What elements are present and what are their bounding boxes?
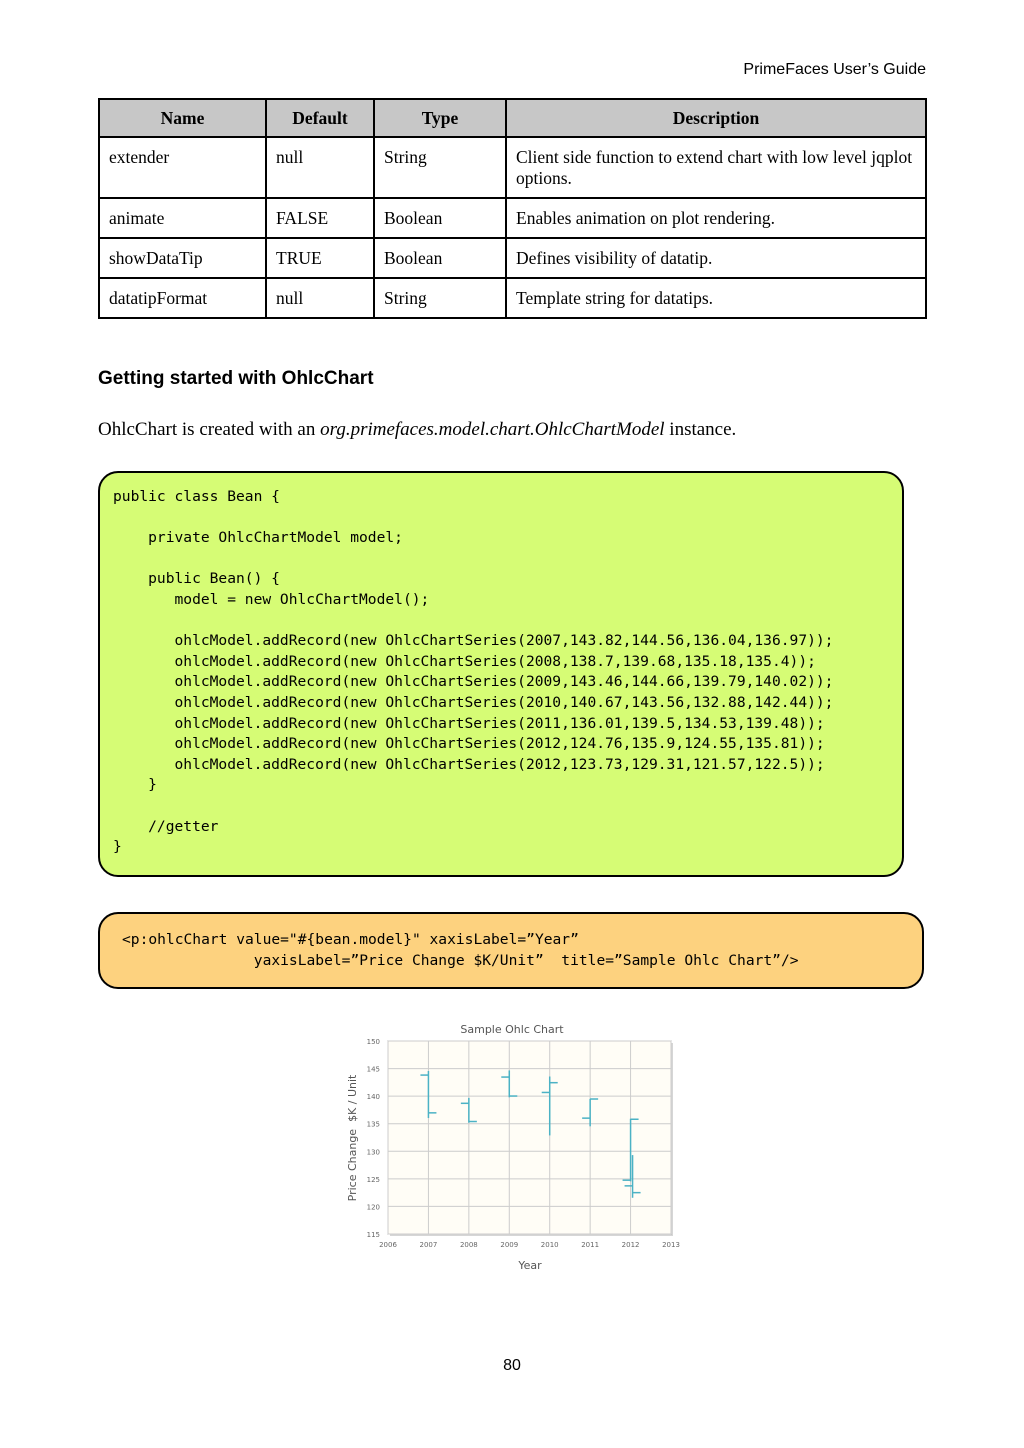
cell-default: null — [266, 278, 374, 318]
table-row — [99, 238, 926, 278]
cell-type: String — [374, 137, 506, 198]
x-tick-label: 2009 — [500, 1241, 519, 1249]
cell-default: TRUE — [266, 238, 374, 278]
cell-type: Boolean — [374, 198, 506, 238]
y-tick-label: 125 — [366, 1175, 380, 1184]
section-heading: Getting started with OhlcChart — [98, 368, 374, 389]
table-row — [99, 137, 926, 198]
y-tick-label: 115 — [366, 1231, 380, 1239]
cell-description: Defines visibility of datatip. — [506, 238, 926, 278]
intro-text-after: instance. — [664, 419, 737, 440]
y-tick-label: 140 — [366, 1093, 380, 1102]
attributes-table — [98, 98, 927, 319]
cell-type: Boolean — [374, 238, 506, 278]
x-tick-label: 2008 — [459, 1241, 478, 1249]
column-header-type: Type — [374, 99, 506, 137]
intro-class-name: org.primefaces.model.chart.OhlcChartModel — [320, 419, 665, 440]
xml-code-text: <p:ohlcChart value="#{bean.model}" xaxisLabel=”Year” yaxisLabel=”Price Change $K/Unit” title=”Sample Ohlc Chart”/> — [122, 931, 799, 969]
x-tick-label: 2007 — [419, 1241, 438, 1249]
x-tick-label: 2013 — [662, 1241, 680, 1249]
table-row — [99, 198, 926, 238]
y-tick-label: 150 — [366, 1038, 380, 1046]
cell-default: null — [266, 137, 374, 198]
intro-text-before: OhlcChart is created with an — [98, 419, 321, 440]
cell-name: datatipFormat — [99, 278, 266, 318]
cell-default: FALSE — [266, 198, 374, 238]
plot-area — [388, 1041, 671, 1234]
y-tick-label: 130 — [366, 1148, 380, 1157]
table-header-row — [99, 99, 926, 137]
chart-title: Sample Ohlc Chart — [460, 1023, 564, 1036]
cell-name: extender — [99, 137, 266, 198]
ohlc-chart-svg — [340, 1016, 690, 1278]
intro-paragraph — [98, 419, 736, 441]
column-header-description: Description — [506, 99, 926, 137]
xml-code-block — [98, 912, 924, 989]
x-tick-label: 2011 — [581, 1241, 600, 1249]
x-tick-label: 2006 — [379, 1241, 397, 1249]
y-tick-label: 120 — [366, 1203, 380, 1212]
cell-type: String — [374, 278, 506, 318]
java-code-block — [98, 471, 904, 877]
page-number: 80 — [503, 1357, 521, 1374]
cell-description: Client side function to extend chart with low level jqplot options. — [506, 137, 926, 198]
y-axis-label: Price Change $K / Unit — [346, 1074, 359, 1202]
column-header-name: Name — [99, 99, 266, 137]
x-tick-label: 2012 — [621, 1241, 640, 1249]
ohlc-chart — [340, 1016, 690, 1278]
cell-description: Enables animation on plot rendering. — [506, 198, 926, 238]
table-row — [99, 278, 926, 318]
y-tick-label: 135 — [366, 1120, 380, 1129]
y-tick-label: 145 — [366, 1065, 380, 1074]
cell-description: Template string for datatips. — [506, 278, 926, 318]
running-header: PrimeFaces User’s Guide — [743, 61, 926, 78]
column-header-default: Default — [266, 99, 374, 137]
cell-name: showDataTip — [99, 238, 266, 278]
x-axis-label: Year — [518, 1259, 542, 1272]
cell-name: animate — [99, 198, 266, 238]
x-tick-label: 2010 — [540, 1241, 559, 1249]
java-code-text: public class Bean { private OhlcChartModel model; public Bean() { model = new OhlcChartModel(); ohlcModel.addRecord(new OhlcChartSeries(2007,143.82,144.56,136.04,136.97)); ohlcModel.addRecord(new OhlcChartSeries(2008,138.7,139.68,135.18,135.4)); ohlcModel.addRecord(new OhlcChartSeries(2009,143.46,144.66,139.79,140.02)); ohlcModel.addRecord(new OhlcChartSeries(2010,140.67,143.56,132.88,142.44)); ohlcModel.addRecord(new OhlcChartSeries(2011,136.01,139.5,134.53,139.48)); ohlcModel.addRecord(new OhlcChartSeries(2012,124.76,135.9,124.55,135.81)); ohlcModel.addRecord(new OhlcChartSeries(2012,123.73,129.31,121.57,122.5)); } //getter } — [113, 488, 834, 856]
